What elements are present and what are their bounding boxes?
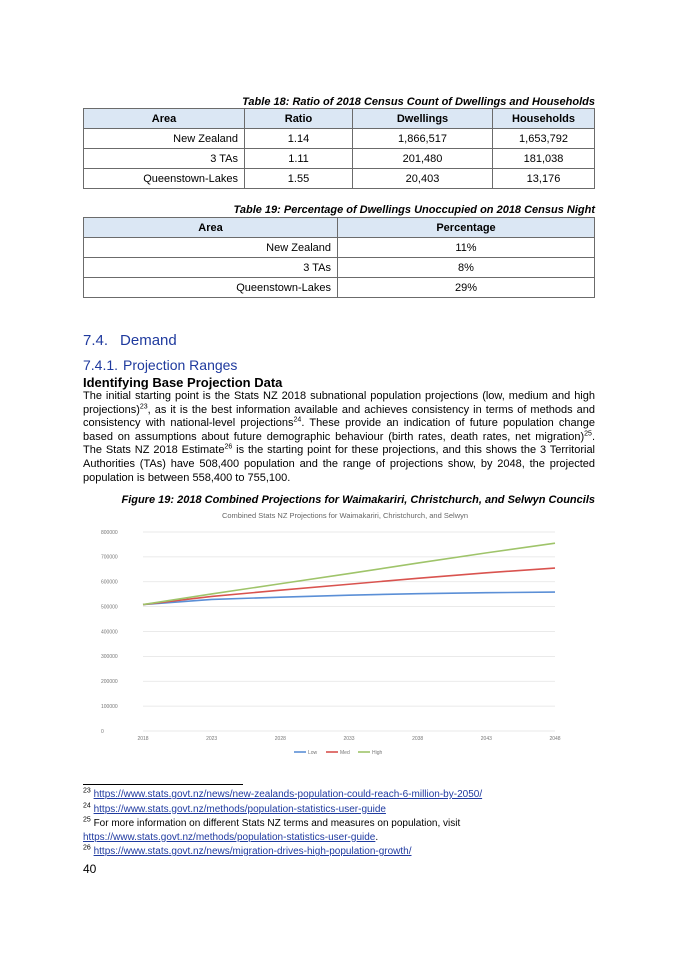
subsection-title: Projection Ranges xyxy=(123,357,238,373)
table-18-header: Dwellings xyxy=(353,109,493,129)
footnote-link[interactable]: https://www.stats.govt.nz/methods/population-statistics-user-guide xyxy=(93,803,386,815)
chart-title: Combined Stats NZ Projections for Waimakariri, Christchurch, and Selwyn xyxy=(221,511,469,520)
figure-caption: Figure 19: 2018 Combined Projections for Waimakariri, Christchurch, and Selwyn Councils xyxy=(121,494,595,506)
legend-label: Med xyxy=(340,750,350,756)
table-19-caption: Table 19: Percentage of Dwellings Unoccupied on 2018 Census Night xyxy=(233,204,595,216)
paragraph-text: is the starting point for these projections, and this shows the 3 Territorial Authorities (TAs) have 508,400 population and the range of projections show, by 2048, the projected population is between 558,400 to 755,100. xyxy=(83,444,596,484)
table-row xyxy=(84,149,595,169)
table-cell: Queenstown-Lakes xyxy=(84,278,338,298)
table-row xyxy=(84,278,595,298)
table-19 xyxy=(83,217,595,298)
legend-label: Low xyxy=(308,750,318,756)
footnote xyxy=(83,803,603,817)
y-tick-label: 800000 xyxy=(101,529,118,536)
table-cell: 3 TAs xyxy=(84,149,245,169)
table-cell: 201,480 xyxy=(353,149,493,169)
content-heading: Identifying Base Projection Data xyxy=(83,375,283,390)
table-cell: New Zealand xyxy=(84,129,245,149)
legend-label: High xyxy=(372,750,383,756)
y-tick-label: 700000 xyxy=(101,554,118,561)
footnote-text: For more information on different Stats NZ terms and measures on population, visit xyxy=(93,818,461,829)
footnote-ref[interactable]: 26 xyxy=(224,443,233,451)
table-cell: 1.55 xyxy=(245,169,353,189)
section-number: 7.4. xyxy=(83,332,109,349)
series-line-low xyxy=(143,592,555,604)
page-number: 40 xyxy=(83,862,97,876)
footnote-link[interactable]: https://www.stats.govt.nz/methods/population-statistics-user-guide xyxy=(83,831,376,843)
x-tick-label: 2043 xyxy=(480,736,492,742)
y-tick-label: 500000 xyxy=(101,604,118,611)
table-18-header: Ratio xyxy=(245,109,353,129)
table-cell: 8% xyxy=(338,258,595,278)
projection-chart xyxy=(83,508,595,763)
table-cell: 3 TAs xyxy=(84,258,338,278)
y-tick-label: 600000 xyxy=(101,579,118,586)
footnote-ref[interactable]: 23 xyxy=(139,402,148,410)
paragraph-text: , as it is the best information available and achieves consistency in terms of methods and consistency with national-level projections xyxy=(83,403,595,430)
footnote xyxy=(83,788,603,802)
table-18-caption: Table 18: Ratio of 2018 Census Count of Dwellings and Households xyxy=(242,96,595,108)
footnotes xyxy=(83,788,603,859)
x-tick-label: 2028 xyxy=(274,736,286,742)
body-paragraph xyxy=(83,390,595,485)
table-19-header: Percentage xyxy=(338,218,595,238)
footnote-link[interactable]: https://www.stats.govt.nz/news/migration-drives-high-population-growth/ xyxy=(93,846,412,857)
footnote-number: 26 xyxy=(83,844,91,852)
footnote-text: . xyxy=(375,831,379,843)
subsection-number: 7.4.1. xyxy=(83,357,119,373)
table-cell: 11% xyxy=(338,238,595,258)
y-tick-label: 100000 xyxy=(101,703,118,710)
footnote xyxy=(83,845,603,859)
section-heading xyxy=(83,332,177,349)
table-18-header: Households xyxy=(493,109,595,129)
table-cell: 13,176 xyxy=(493,169,595,189)
table-cell: 181,038 xyxy=(493,149,595,169)
y-tick-label: 200000 xyxy=(101,679,118,686)
footnote xyxy=(83,817,603,844)
table-18-header: Area xyxy=(84,109,245,129)
table-cell: 1.14 xyxy=(245,129,353,149)
footnote-ref[interactable]: 24 xyxy=(293,416,302,424)
table-cell: 29% xyxy=(338,278,595,298)
table-row xyxy=(84,238,595,258)
table-cell: Queenstown-Lakes xyxy=(84,169,245,189)
table-cell: 1,866,517 xyxy=(353,129,493,149)
subsection-heading xyxy=(83,357,237,373)
y-tick-label: 400000 xyxy=(101,629,118,636)
section-title: Demand xyxy=(120,332,177,349)
footnote-number: 25 xyxy=(83,816,91,824)
table-row xyxy=(84,258,595,278)
table-18 xyxy=(83,108,595,189)
table-row xyxy=(84,129,595,149)
footnote-separator xyxy=(83,784,243,785)
x-tick-label: 2048 xyxy=(549,736,561,742)
table-cell: 20,403 xyxy=(353,169,493,189)
table-cell: New Zealand xyxy=(84,238,338,258)
table-row xyxy=(84,169,595,189)
table-19-header: Area xyxy=(84,218,338,238)
paragraph-text: . These provide an indication of future population change based on assumptions about future demographic behaviour (birth rates, death rates, net migration) xyxy=(83,417,595,443)
x-tick-label: 2033 xyxy=(343,736,355,742)
x-tick-label: 2023 xyxy=(206,736,218,742)
footnote-number: 24 xyxy=(83,802,91,810)
y-tick-label: 300000 xyxy=(101,654,118,661)
table-cell: 1.11 xyxy=(245,149,353,169)
y-tick-label: 0 xyxy=(101,728,104,735)
table-cell: 1,653,792 xyxy=(493,129,595,149)
paragraph-text: . The Stats NZ 2018 Estimate xyxy=(83,430,595,457)
paragraph-text: The initial starting point is the Stats NZ 2018 subnational population projections (low, medium and high projections) xyxy=(83,390,595,416)
x-tick-label: 2038 xyxy=(412,736,424,742)
footnote-link[interactable]: https://www.stats.govt.nz/news/new-zealands-population-could-reach-6-million-by-2050/ xyxy=(93,789,483,800)
footnote-ref[interactable]: 25 xyxy=(584,430,592,438)
footnote-number: 23 xyxy=(83,787,91,795)
x-tick-label: 2018 xyxy=(137,736,149,742)
